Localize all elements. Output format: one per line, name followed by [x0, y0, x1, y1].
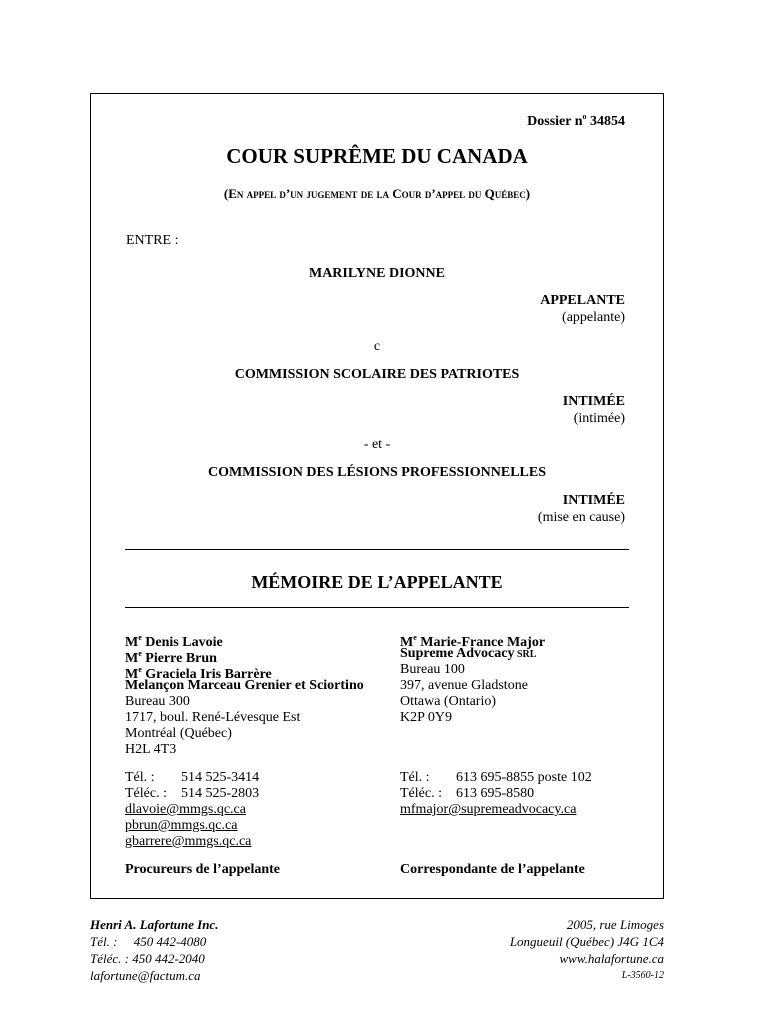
fax: Téléc. : 613 695-8580: [400, 786, 535, 801]
postal-code: H2L 4T3: [125, 742, 177, 757]
printer-info-left: [90, 916, 218, 984]
lawyer-name: Me Pierre Brun: [125, 649, 217, 666]
respondent1-role: INTIMÉE (intimée): [562, 394, 625, 426]
address-line: Ottawa (Ontario): [400, 694, 497, 709]
email-link[interactable]: dlavoie@mmgs.qc.ca: [125, 802, 246, 817]
address-line: Bureau 100: [400, 662, 465, 677]
telephone: Tél. : 613 695-8855 poste 102: [400, 770, 592, 785]
printer-company: Henri A. Lafortune Inc.: [90, 917, 219, 932]
appeal-subtitle: (En appel d’un jugement de la Cour d’appel du Québec): [223, 186, 531, 201]
respondent1-name: COMMISSION SCOLAIRE DES PATRIOTES: [234, 367, 520, 382]
printer-info-right: [510, 916, 664, 984]
address-line: 1717, boul. René-Lévesque Est: [125, 710, 301, 725]
respondent2-name: COMMISSION DES LÉSIONS PROFESSIONNELLES: [207, 465, 547, 480]
lawyer-name: Me Marie-France Major: [400, 633, 546, 650]
divider-bottom: [125, 607, 629, 608]
dossier-number: Dossier $n^o$ 34854: [527, 112, 625, 129]
divider-top: [125, 549, 629, 550]
respondent2-role: INTIMÉE (mise en cause): [537, 493, 625, 525]
lawyer-name: Me Denis Lavoie: [125, 633, 223, 650]
memoire-title: MÉMOIRE DE L’APPELANTE: [251, 572, 503, 592]
appellant-name: MARILYNE DIONNE: [308, 266, 445, 281]
and-separator: - et -: [363, 437, 391, 452]
appellant-role: APPELANTE (appelante): [540, 293, 625, 325]
address-line: Bureau 300: [125, 694, 190, 709]
counsel-role: Correspondante de l’appelante: [400, 862, 585, 877]
appellant-counsel-block: [125, 630, 364, 878]
entre-label: ENTRE :: [126, 233, 179, 248]
printer-website: www.halafortune.ca: [559, 951, 664, 966]
printer-fax: Téléc. : 450 442-2040: [90, 951, 205, 966]
document-frame: [90, 93, 664, 899]
fax: Téléc. : 514 525-2803: [125, 786, 260, 801]
telephone: Tél. : 514 525-3414: [125, 770, 260, 785]
correspondent-block: [400, 630, 592, 878]
printer-email: lafortune@factum.ca: [90, 968, 201, 983]
address-line: 397, avenue Gladstone: [400, 678, 528, 693]
printer-street: 2005, rue Limoges: [566, 917, 664, 932]
court-title: COUR SUPRÊME DU CANADA: [226, 144, 528, 168]
address-line: Montréal (Québec): [125, 726, 232, 741]
lawyer-name: Me Graciela Iris Barrère: [125, 665, 272, 682]
printer-phone: Tél. : 450 442-4080: [90, 934, 207, 949]
email-link[interactable]: pbrun@mmgs.qc.ca: [125, 818, 238, 833]
postal-code: K2P 0Y9: [400, 710, 452, 725]
law-firm: Melançon Marceau Grenier et Sciortino: [125, 678, 364, 693]
printer-city: Longueuil (Québec) J4G 1C4: [509, 934, 664, 949]
document-code: L-3560-12: [621, 970, 664, 981]
email-link[interactable]: mfmajor@supremeadvocacy.ca: [400, 802, 577, 817]
versus-separator: c: [373, 339, 381, 354]
email-link[interactable]: gbarrere@mmgs.qc.ca: [125, 834, 252, 849]
law-firm: Supreme Advocacy SRL: [400, 646, 537, 661]
counsel-role: Procureurs de l’appelante: [125, 862, 281, 877]
